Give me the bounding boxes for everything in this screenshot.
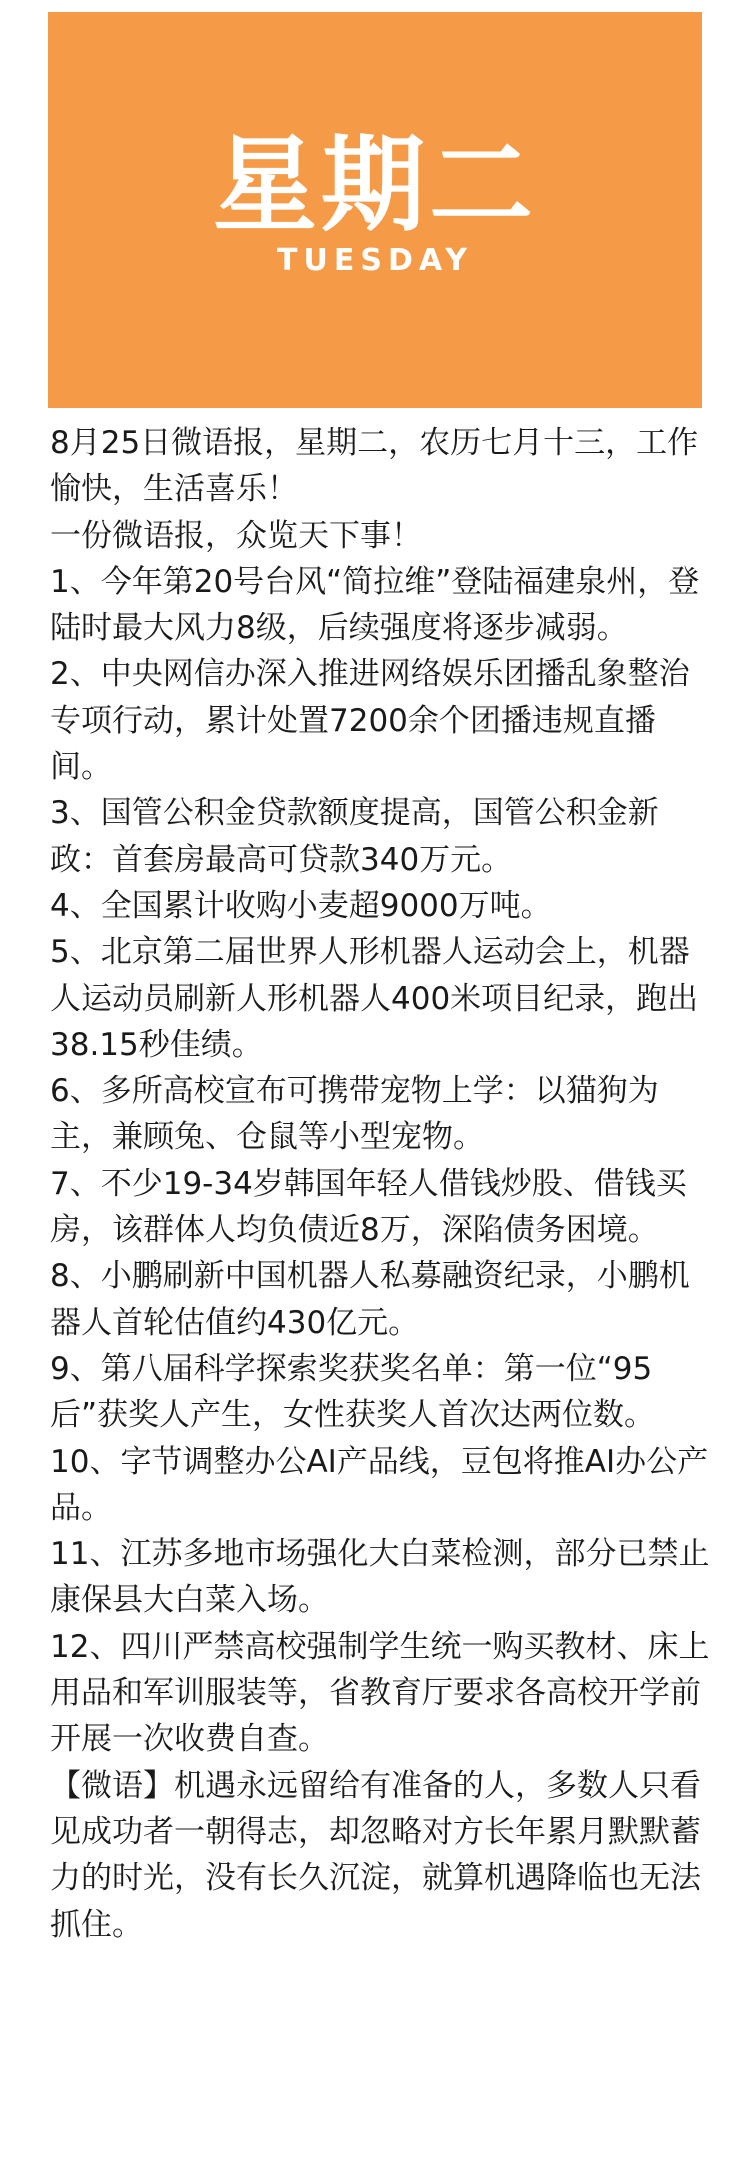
news-item-4: 4、全国累计收购小麦超9000万吨。	[50, 887, 552, 924]
news-item-9: 9、第八届科学探索奖获奖名单：第一位“95后”获奖人产生，女性获奖人首次达两位数。	[50, 1350, 656, 1434]
news-item-3: 3、国管公积金贷款额度提高，国管公积金新政：首套房最高可贷款340万元。	[50, 795, 659, 878]
banner-subtitle: TUESDAY	[277, 242, 473, 278]
day-banner	[48, 12, 702, 408]
news-item-7: 7、不少19-34岁韩国年轻人借钱炒股、借钱买房，该群体人均负债近8万，深陷债务困境。	[50, 1165, 687, 1249]
banner-title: 星期二	[212, 123, 537, 246]
news-item-6: 6、多所高校宣布可携带宠物上学：以猫狗为主，兼顾兔、仓鼠等小型宠物。	[50, 1073, 659, 1156]
news-item-8: 8、小鹏刷新中国机器人私募融资纪录，小鹏机器人首轮估值约430亿元。	[50, 1258, 690, 1341]
news-article	[50, 420, 710, 1948]
news-item-1: 1、今年第20号台风“简拉维”登陆福建泉州，登陆时最大风力8级，后续强度将逐步减弱。	[50, 563, 700, 647]
news-item-2: 2、中央网信办深入推进网络娱乐团播乱象整治专项行动，累计处置7200余个团播违规直播间。	[50, 656, 690, 786]
daily-quote: 【微语】机遇永远留给有准备的人，多数人只看见成功者一朝得志，却忽略对方长年累月默默蓄力的时光，没有长久沉淀，就算机遇降临也无法抓住。	[50, 1767, 701, 1943]
news-item-10: 10、字节调整办公AI产品线，豆包将推AI办公产品。	[50, 1443, 709, 1526]
intro-greeting: 8月25日微语报，星期二，农历七月十三，工作愉快，生活喜乐！	[50, 425, 699, 508]
news-item-11: 11、江苏多地市场强化大白菜检测，部分已禁止康保县大白菜入场。	[50, 1536, 710, 1619]
news-item-12: 12、四川严禁高校强制学生统一购买教材、床上用品和军训服装等，省教育厅要求各高校开学前开展一次收费自查。	[50, 1628, 710, 1758]
news-item-5: 5、北京第二届世界人形机器人运动会上，机器人运动员刷新人形机器人400米项目纪录，跑出38.15秒佳绩。	[50, 934, 699, 1063]
intro-tagline: 一份微语报，众览天下事！	[50, 517, 422, 554]
